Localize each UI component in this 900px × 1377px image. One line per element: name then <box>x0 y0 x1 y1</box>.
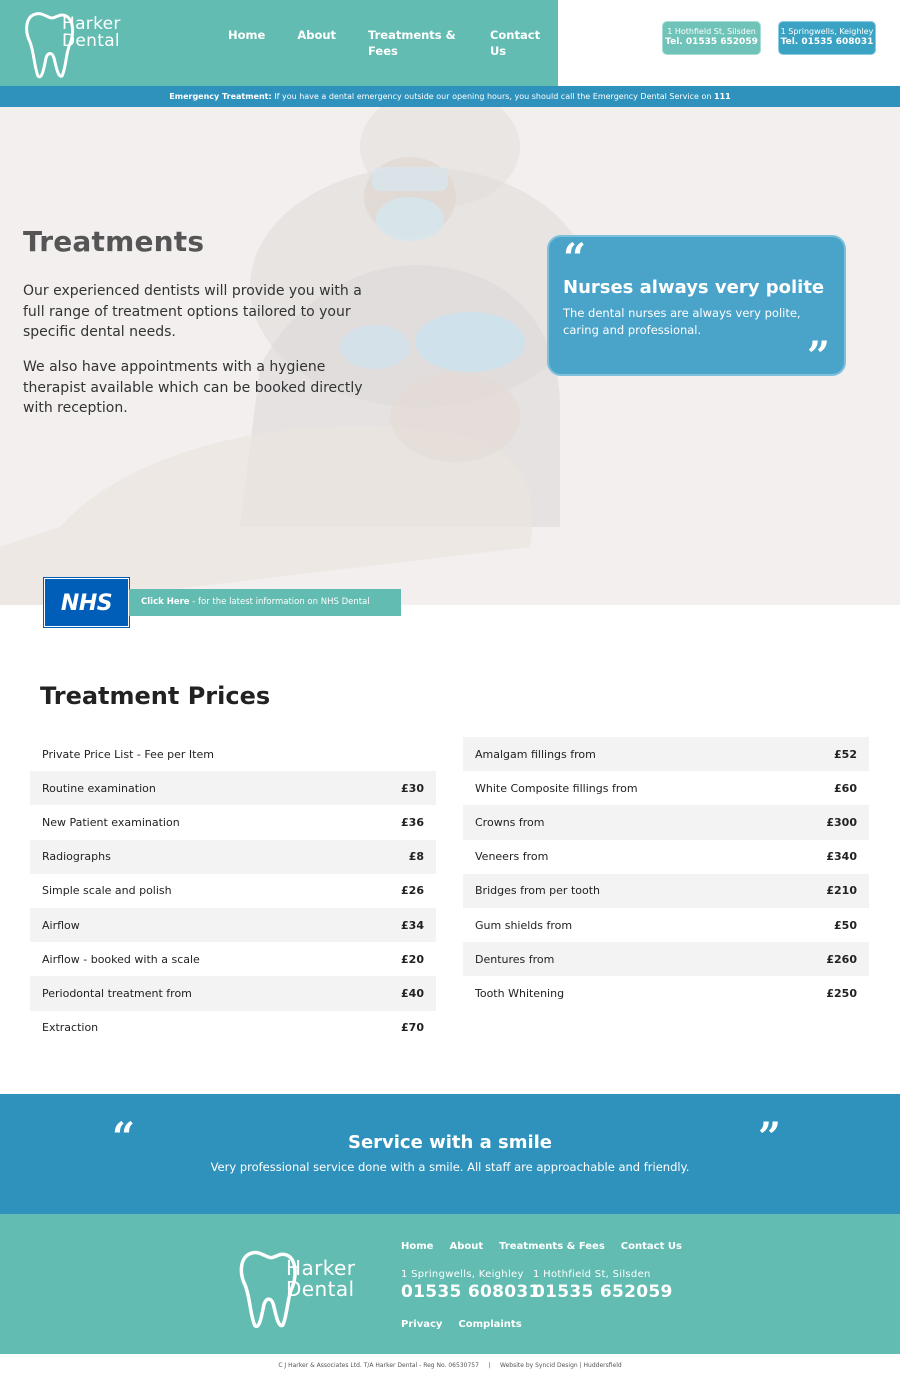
table-row <box>463 976 869 1010</box>
treatment-name: Veneers from <box>475 850 549 864</box>
nhs-link-strip[interactable] <box>129 589 401 634</box>
treatment-name: Extraction <box>42 1021 99 1035</box>
logo-line-1: Harker <box>62 14 121 34</box>
treatment-name: Airflow <box>42 918 80 932</box>
footer-link-complaints[interactable]: Complaints <box>458 1319 522 1330</box>
nhs-logo: NHS <box>44 578 129 627</box>
sub-footer <box>0 1354 900 1377</box>
footer-nav <box>401 1241 682 1252</box>
treatment-name: Simple scale and polish <box>42 884 172 898</box>
treatment-price: £36 <box>401 815 424 829</box>
treatment-name: Dentures from <box>475 952 555 966</box>
table-row <box>30 874 436 908</box>
site-logo[interactable] <box>22 8 132 80</box>
treatment-name: Gum shields from <box>475 918 573 932</box>
nav-home[interactable]: Home <box>228 28 266 42</box>
nhs-banner[interactable] <box>44 578 401 634</box>
emergency-label: Emergency Treatment: <box>169 92 272 101</box>
phone-number: Tel. 01535 652059 <box>665 37 758 47</box>
treatment-name: Amalgam fillings from <box>475 747 596 761</box>
nhs-link-text: - for the latest information on NHS Dental charges. <box>141 597 370 634</box>
footer-tel-silsden[interactable]: 01535 652059 <box>533 1282 673 1302</box>
treatment-price: £340 <box>826 850 857 864</box>
logo-line-2: Dental <box>286 1277 355 1301</box>
treatment-name: Private Price List - Fee per Item <box>42 747 214 761</box>
table-row <box>30 942 436 976</box>
footer-link-privacy[interactable]: Privacy <box>401 1319 443 1330</box>
nav-about[interactable]: About <box>297 28 337 42</box>
header-brand-panel <box>0 0 558 86</box>
legal-text: C J Harker & Associates Ltd. T/A Harker Dental - Reg No. 06530757 <box>278 1362 479 1369</box>
treatment-name: Tooth Whitening <box>475 986 565 1000</box>
quote-close-icon: ” <box>758 1114 782 1161</box>
treatment-price: £30 <box>401 781 424 795</box>
testimonial-body: The dental nurses are always very polite, caring and professional. <box>563 306 801 337</box>
emergency-number: 111 <box>714 92 731 101</box>
phone-number: Tel. 01535 608031 <box>780 37 874 47</box>
treatment-name: Routine examination <box>42 781 156 795</box>
treatment-price: £34 <box>401 918 424 932</box>
treatment-price: £40 <box>401 986 424 1000</box>
treatment-name: Periodontal treatment from <box>42 986 192 1000</box>
logo-line-2: Dental <box>62 31 120 51</box>
footer-nav-contact-us[interactable]: Contact Us <box>620 1241 682 1252</box>
logo-line-1: Harker <box>286 1256 356 1280</box>
treatment-price: £250 <box>826 986 857 1000</box>
phone-address: 1 Springwells, Keighley <box>780 27 874 36</box>
table-row <box>30 805 436 839</box>
table-row <box>463 771 869 805</box>
treatment-price: £50 <box>834 918 857 932</box>
treatment-name: Crowns from <box>475 815 545 829</box>
nhs-click-here[interactable]: Click Here <box>141 597 190 607</box>
footer-tel-keighley[interactable]: 01535 608031 <box>401 1282 541 1302</box>
nav-contact-us[interactable]: Contact Us <box>489 28 541 58</box>
table-row <box>463 874 869 908</box>
footer-nav-about[interactable]: About <box>449 1241 484 1252</box>
site-header <box>0 0 900 86</box>
testimonial-card <box>547 235 846 380</box>
footer-logo[interactable] <box>236 1242 366 1334</box>
treatment-name: New Patient examination <box>42 815 180 829</box>
emergency-text: If you have a dental emergency outside our opening hours, you should call the Emergency Dental Service on <box>271 92 715 101</box>
table-row <box>463 840 869 874</box>
main-nav <box>212 27 558 59</box>
footer-address-keighley: 1 Springwells, Keighley <box>401 1269 524 1280</box>
treatment-price: £20 <box>401 952 424 966</box>
quote-open-icon: “ <box>563 235 587 282</box>
emergency-banner <box>0 86 900 107</box>
band-title: Service with a smile <box>347 1132 552 1153</box>
treatment-price: £260 <box>826 952 857 966</box>
table-row <box>30 1011 436 1045</box>
table-row <box>463 908 869 942</box>
site-footer <box>0 1214 900 1354</box>
treatment-price: £70 <box>401 1021 424 1035</box>
band-text: Very professional service done with a smile. All staff are approachable and friendly. <box>210 1160 690 1174</box>
treatment-price: £210 <box>826 884 857 898</box>
logo-wordmark <box>62 16 121 50</box>
hero-section <box>0 107 900 605</box>
footer-legal-links <box>401 1319 522 1330</box>
page-title: Treatments <box>23 225 205 258</box>
treatment-price: £26 <box>401 884 424 898</box>
quote-open-icon: “ <box>112 1114 136 1161</box>
table-row <box>463 942 869 976</box>
table-row <box>30 840 436 874</box>
credit-link[interactable]: Website by Syncid Design | Huddersfield <box>500 1362 622 1369</box>
footer-logo-wordmark <box>286 1258 355 1300</box>
table-row <box>463 805 869 839</box>
table-row <box>30 771 436 805</box>
testimonial-band <box>0 1094 900 1214</box>
treatment-price: £300 <box>826 815 857 829</box>
treatment-name: White Composite fillings from <box>475 781 638 795</box>
prices-title: Treatment Prices <box>40 682 271 710</box>
table-row <box>30 737 436 771</box>
price-list-left <box>30 737 436 1045</box>
treatment-price: £52 <box>834 747 857 761</box>
hero-paragraph-1: Our experienced dentists will provide you with a full range of treatment options tailored to your specific dental needs. <box>23 283 362 340</box>
phone-box-keighley[interactable] <box>778 21 876 55</box>
testimonial-title: Nurses always very polite <box>563 277 825 298</box>
footer-nav-home[interactable]: Home <box>401 1241 434 1252</box>
hero-paragraph-2: We also have appointments with a hygiene therapist available which can be booked directly with reception. <box>23 359 363 416</box>
price-list-right <box>463 737 869 1011</box>
treatment-name: Radiographs <box>42 850 111 864</box>
treatment-price: £60 <box>834 781 857 795</box>
footer-separator: | <box>488 1362 491 1369</box>
table-row <box>463 737 869 771</box>
phone-address: 1 Hothfield St, Silsden <box>667 27 756 36</box>
treatment-name: Airflow - booked with a scale <box>42 952 200 966</box>
table-row <box>30 908 436 942</box>
table-row <box>30 976 436 1010</box>
quote-close-icon: ” <box>806 333 830 380</box>
nav-treatments-fees[interactable]: Treatments & Fees <box>368 28 456 58</box>
treatment-name: Bridges from per tooth <box>475 884 601 898</box>
phone-box-silsden[interactable] <box>662 21 761 55</box>
treatment-price: £8 <box>408 850 424 864</box>
footer-nav-treatments-fees[interactable]: Treatments & Fees <box>499 1241 605 1252</box>
footer-address-silsden: 1 Hothfield St, Silsden <box>533 1269 651 1280</box>
